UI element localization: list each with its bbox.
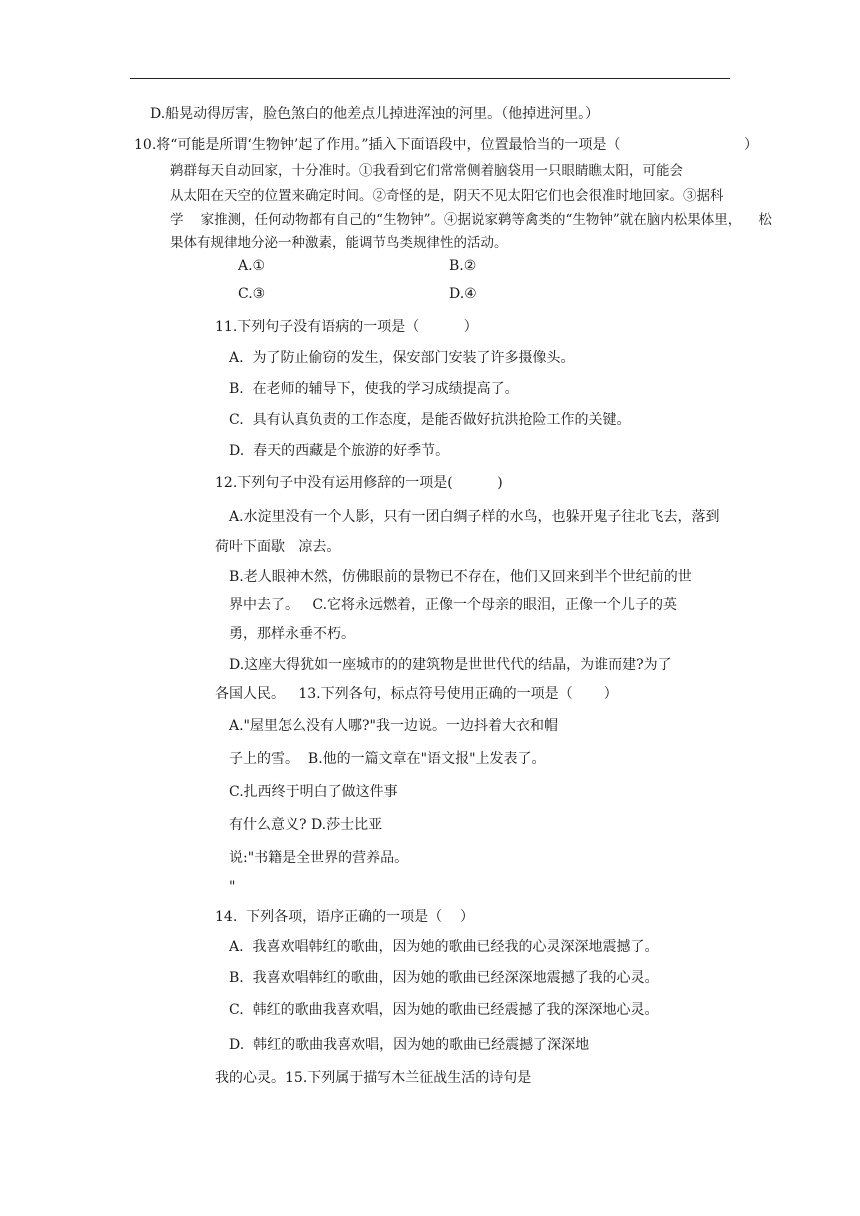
question-14: 14. 下列各项，语序正确的一项是（ ）	[215, 909, 474, 925]
question-10-close-paren: ）	[744, 137, 758, 153]
passage-line-1: 鹈群每天自动回家，十分准时。①我看到它们常常侧着脑袋用一只眼睛瞧太阳，可能会	[170, 163, 683, 179]
option-11c: C. 具有认真负责的工作态度，是能否做好抗洪抢险工作的关键。	[229, 412, 631, 428]
option-9d: D.船晃动得厉害，脸色煞白的他差点儿掉进浑浊的河里。（他掉进河里。）	[150, 106, 600, 122]
question-12: 12.下列句子中没有运用修辞的一项是( )	[215, 475, 503, 491]
option-12c-line-2: 勇，那样永垂不朽。	[229, 626, 355, 642]
option-11b: B. 在老师的辅导下，使我的学习成绩提高了。	[229, 381, 519, 397]
option-12d-question-13: 各国人民。 13.下列各句，标点符号使用正确的一项是（ ）	[215, 686, 618, 702]
question-11: 11.下列句子没有语病的一项是（ ）	[215, 319, 478, 335]
option-14b: B. 我喜欢唱韩红的歌曲，因为她的歌曲已经深深地震撼了我的心灵。	[229, 970, 659, 986]
option-11a: A. 为了防止偷窃的发生，保安部门安装了许多摄像头。	[229, 350, 575, 366]
option-10c: C.③	[238, 286, 266, 302]
option-14a: A. 我喜欢唱韩红的歌曲，因为她的歌曲已经我的心灵深深地震撼了。	[229, 939, 659, 955]
option-13c-line-1: C.扎西终于明白了做这件事	[229, 784, 398, 800]
option-10b: B.②	[449, 258, 477, 274]
option-12a-line-1: A.水淀里没有一个人影，只有一团白绸子样的水鸟，也躲开鬼子往北飞去，落到	[229, 509, 720, 525]
option-14c: C. 韩红的歌曲我喜欢唱，因为她的歌曲已经震撼了我的深深地心灵。	[229, 1002, 659, 1018]
option-13cd-line: 有什么意义? D.莎士比亚	[229, 817, 383, 833]
option-10d: D.④	[449, 286, 477, 302]
option-11d: D. 春天的西藏是个旅游的好季节。	[229, 443, 450, 459]
option-13ab-line: 子上的雪。 B.他的一篇文章在"语文报"上发表了。	[229, 751, 546, 767]
option-14d-question-15: 我的心灵。15.下列属于描写木兰征战生活的诗句是	[215, 1070, 532, 1086]
option-12a-line-2: 荷叶下面歇 凉去。	[215, 539, 341, 555]
passage-line-3: 学 家推测，任何动物都有自己的“生物钟”。④据说家鹈等禽类的“生物钟”就在脑内松果体里， 松	[170, 212, 772, 228]
question-10: 10.将“可能是所谓‘生物钟’起了作用。”插入下面语段中，位置最恰当的一项是（	[134, 137, 621, 153]
option-14d-line-1: D. 韩红的歌曲我喜欢唱，因为她的歌曲已经震撼了深深地	[229, 1037, 590, 1053]
option-13d-closing-quote: "	[229, 879, 236, 895]
option-10a: A.①	[238, 258, 266, 274]
option-12b-line-1: B.老人眼神木然，仿佛眼前的景物已不存在，他们又回来到半个世纪前的世	[229, 569, 692, 585]
option-13d-line-2: 说:"书籍是全世界的营养品。	[229, 850, 409, 866]
passage-line-2: 从太阳在天空的位置来确定时间。②奇怪的是，阴天不见太阳它们也会很准时地回家。③据科	[170, 188, 724, 204]
header-rule	[130, 78, 730, 79]
passage-line-4: 果体有规律地分泌一种激素，能调节鸟类规律性的活动。	[170, 235, 508, 251]
option-12bc-line: 界中去了。 C.它将永远燃着，正像一个母亲的眼泪，正像一个儿子的英	[229, 597, 678, 613]
option-12d-line-1: D.这座大得犹如一座城市的的建筑物是世世代代的结晶，为谁而建?为了	[229, 657, 672, 673]
option-13a-line-1: A."屋里怎么没有人哪?"我一边说。一边抖着大衣和帽	[229, 718, 558, 734]
